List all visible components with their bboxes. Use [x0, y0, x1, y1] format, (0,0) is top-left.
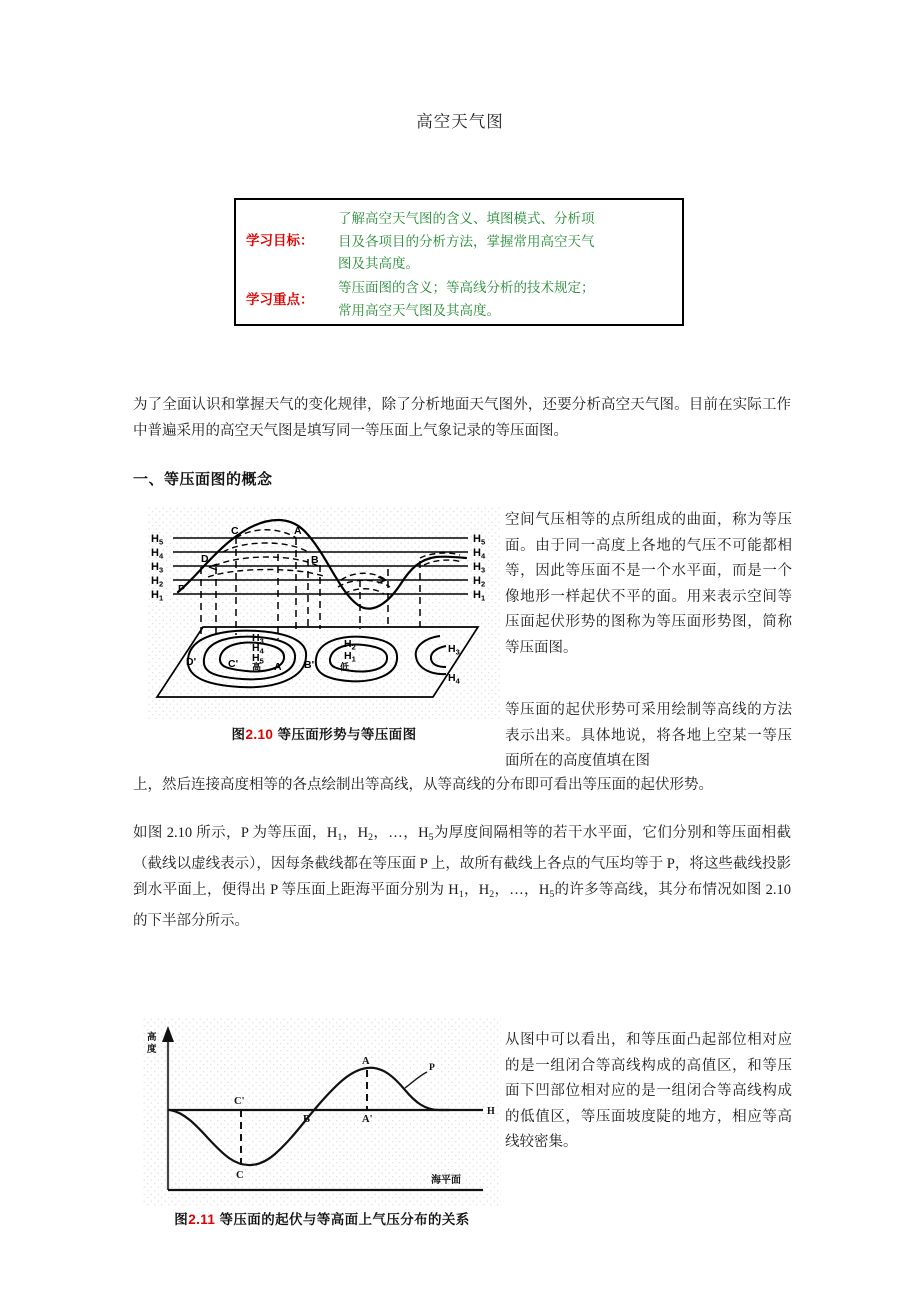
- paragraph-intro: 为了全面认识和掌握天气的变化规律，除了分析地面天气图外，还要分析高空天气图。目前在实际工作中普遍采用的高空天气图是填写同一等压面上气象记录的等压面图。: [133, 397, 791, 439]
- svg-text:H1: $H_1$: [344, 650, 356, 664]
- objective-text-goals: [338, 208, 668, 276]
- figure-2-10-caption-prefix: 图: [231, 727, 246, 742]
- svg-text:H3: $H_3$: [473, 561, 486, 575]
- svg-text:C: C: [236, 1170, 244, 1181]
- sea-level-label: 海平面: [431, 1175, 461, 1186]
- svg-text:C': C': [228, 658, 239, 670]
- objective-goals-line-2: 目及各项目的分析方法，掌握常用高空天气: [338, 233, 595, 249]
- objective-goals-line-1: 了解高空天气图的含义、填图模式、分析项: [338, 211, 595, 226]
- paragraph-full-2-tail: 的许多等高线，其分布情况如图 2.10 的下半部分所示。: [133, 881, 791, 929]
- svg-text:B: B: [311, 554, 319, 566]
- figure-2-11: [143, 1018, 501, 1230]
- svg-text:高: 高: [252, 662, 262, 672]
- objective-row-keypoints: [246, 277, 668, 322]
- page-title: 高空天气图: [416, 112, 504, 131]
- objective-row-goals: [246, 208, 668, 276]
- paragraph-right-3: 从图中可以看出，和等压面凸起部位相对应的是一组闭合等高线构成的高值区，和等压面下凹部位相对应的是一组闭合等高线构成的低值区，等压面坡度陡的地方，相应等高线较密集。: [505, 1032, 792, 1150]
- svg-text:H4: $H_4$: [151, 547, 164, 561]
- objective-keypoints-line-1: 等压面图的含义；等高线分析的技术规定；: [338, 280, 595, 295]
- svg-text:H4: $H_4$: [448, 672, 460, 686]
- svg-text:H3: $H_3$: [252, 632, 264, 646]
- paragraph-full-2-rest: 为厚度间隔相等的若干水平面，它们分别和等压面相截（截线以虚线表示），因每条截线都在等压面 P 上，故所有截线上各点的气压均等于 P，将这些截线投影到水平面上，便得出 P 等压面上距海平面分别为 H: [133, 825, 791, 898]
- svg-text:H1: $H_1$: [151, 589, 164, 603]
- svg-text:H2: $H_2$: [344, 638, 356, 652]
- figure-2-10-caption-number: 2.10: [245, 727, 274, 742]
- svg-text:C': C': [234, 1096, 245, 1107]
- figure-2-11-caption-text: 等压面的起伏与等高面上气压分布的关系: [219, 1212, 470, 1227]
- objective-keypoints-line-2: 常用高空天气图及其高度。: [338, 302, 500, 318]
- svg-text:度: 度: [147, 1045, 157, 1055]
- svg-text:C: C: [231, 525, 239, 537]
- x-axis-label: H: [487, 1106, 495, 1117]
- paragraph-full-1: 上，然后连接高度相等的各点绘制出等高线，从等高线的分布即可看出等压面的起伏形势。: [133, 777, 713, 793]
- svg-text:H3: $H_3$: [151, 561, 164, 575]
- svg-text:B: B: [303, 1114, 311, 1125]
- svg-text:A: A: [294, 525, 302, 537]
- figure-2-10-caption-text: 等压面形势与等压面图: [277, 727, 417, 742]
- svg-text:A: A: [362, 1056, 370, 1067]
- section-heading-1: 一、等压面图的概念: [133, 472, 273, 488]
- learning-objectives-box: [234, 198, 684, 326]
- svg-text:A': A': [362, 1114, 373, 1125]
- figure-2-10-caption: [148, 723, 500, 743]
- svg-text:H4: $H_4$: [252, 642, 264, 656]
- svg-text:D': D': [186, 656, 197, 668]
- paragraph-full-2-pre: 如图 2.10 所示，P 为等压面，H: [133, 825, 338, 841]
- svg-text:H1: $H_1$: [473, 589, 486, 603]
- svg-text:H5: $H_5$: [252, 652, 264, 666]
- objective-label-keypoints: 学习重点：: [246, 292, 314, 307]
- objective-goals-line-3: 图及其高度。: [338, 256, 419, 271]
- figure-2-10: [148, 507, 500, 742]
- figure-2-11-canvas: [143, 1018, 501, 1206]
- figure-2-10-drawing: [148, 507, 500, 719]
- svg-text:D: D: [201, 553, 209, 565]
- svg-text:H2: $H_2$: [473, 575, 486, 589]
- svg-text:H5: $H_5$: [473, 533, 486, 547]
- svg-text:H4: $H_4$: [473, 547, 486, 561]
- svg-text:低: 低: [340, 662, 350, 672]
- objective-text-keypoints: [338, 277, 668, 322]
- figure-2-11-caption-prefix: 图: [174, 1212, 189, 1227]
- svg-text:H3: $H_3$: [448, 643, 460, 657]
- svg-text:H5: $H_5$: [151, 533, 164, 547]
- objective-label-goals: 学习目标：: [246, 233, 314, 248]
- svg-text:高: 高: [147, 1033, 157, 1043]
- figure-2-11-drawing: [143, 1018, 501, 1206]
- svg-text:A: A: [274, 661, 282, 673]
- figure-2-11-caption: [143, 1208, 501, 1228]
- paragraph-right-1: 空间气压相等的点所组成的曲面，称为等压面。由于同一高度上各地的气压不可能都相等，因此等压面不是一个水平面，而是一个像地形一样起伏不平的面。用来表示空间等压面起伏形势的图称为等压面形势图，简称等压面图。: [505, 512, 792, 656]
- paragraph-right-2: 等压面的起伏形势可采用绘制等高线的方法表示出来。具体地说，将各地上空某一等压面所在的高度值填在图: [505, 702, 792, 769]
- paragraph-full-2: 如图 2.10 所示，P 为等压面，$H_1$，$H_2$，…，$H_5$为厚度间隔相等的若干水平面，它们分别和等压面相截（截线以虚线表示），因每条截线都在等压面 P 上，故所有截线上各点的气压均等于 P，将这些截线投影到水平面上，便得出 P 等压面上距海平面分别为 $H_1$，$H_2$，…，$H_5$的许多等高线，其分布情况如图 2.10 的下半部分所示。: [133, 825, 791, 929]
- svg-text:H2: $H_2$: [151, 575, 164, 589]
- figure-2-10-canvas: [148, 507, 500, 719]
- svg-text:P: P: [178, 583, 186, 595]
- svg-text:P: P: [429, 1063, 435, 1073]
- svg-text:B': B': [304, 659, 315, 671]
- figure-2-11-caption-number: 2.11: [188, 1212, 216, 1227]
